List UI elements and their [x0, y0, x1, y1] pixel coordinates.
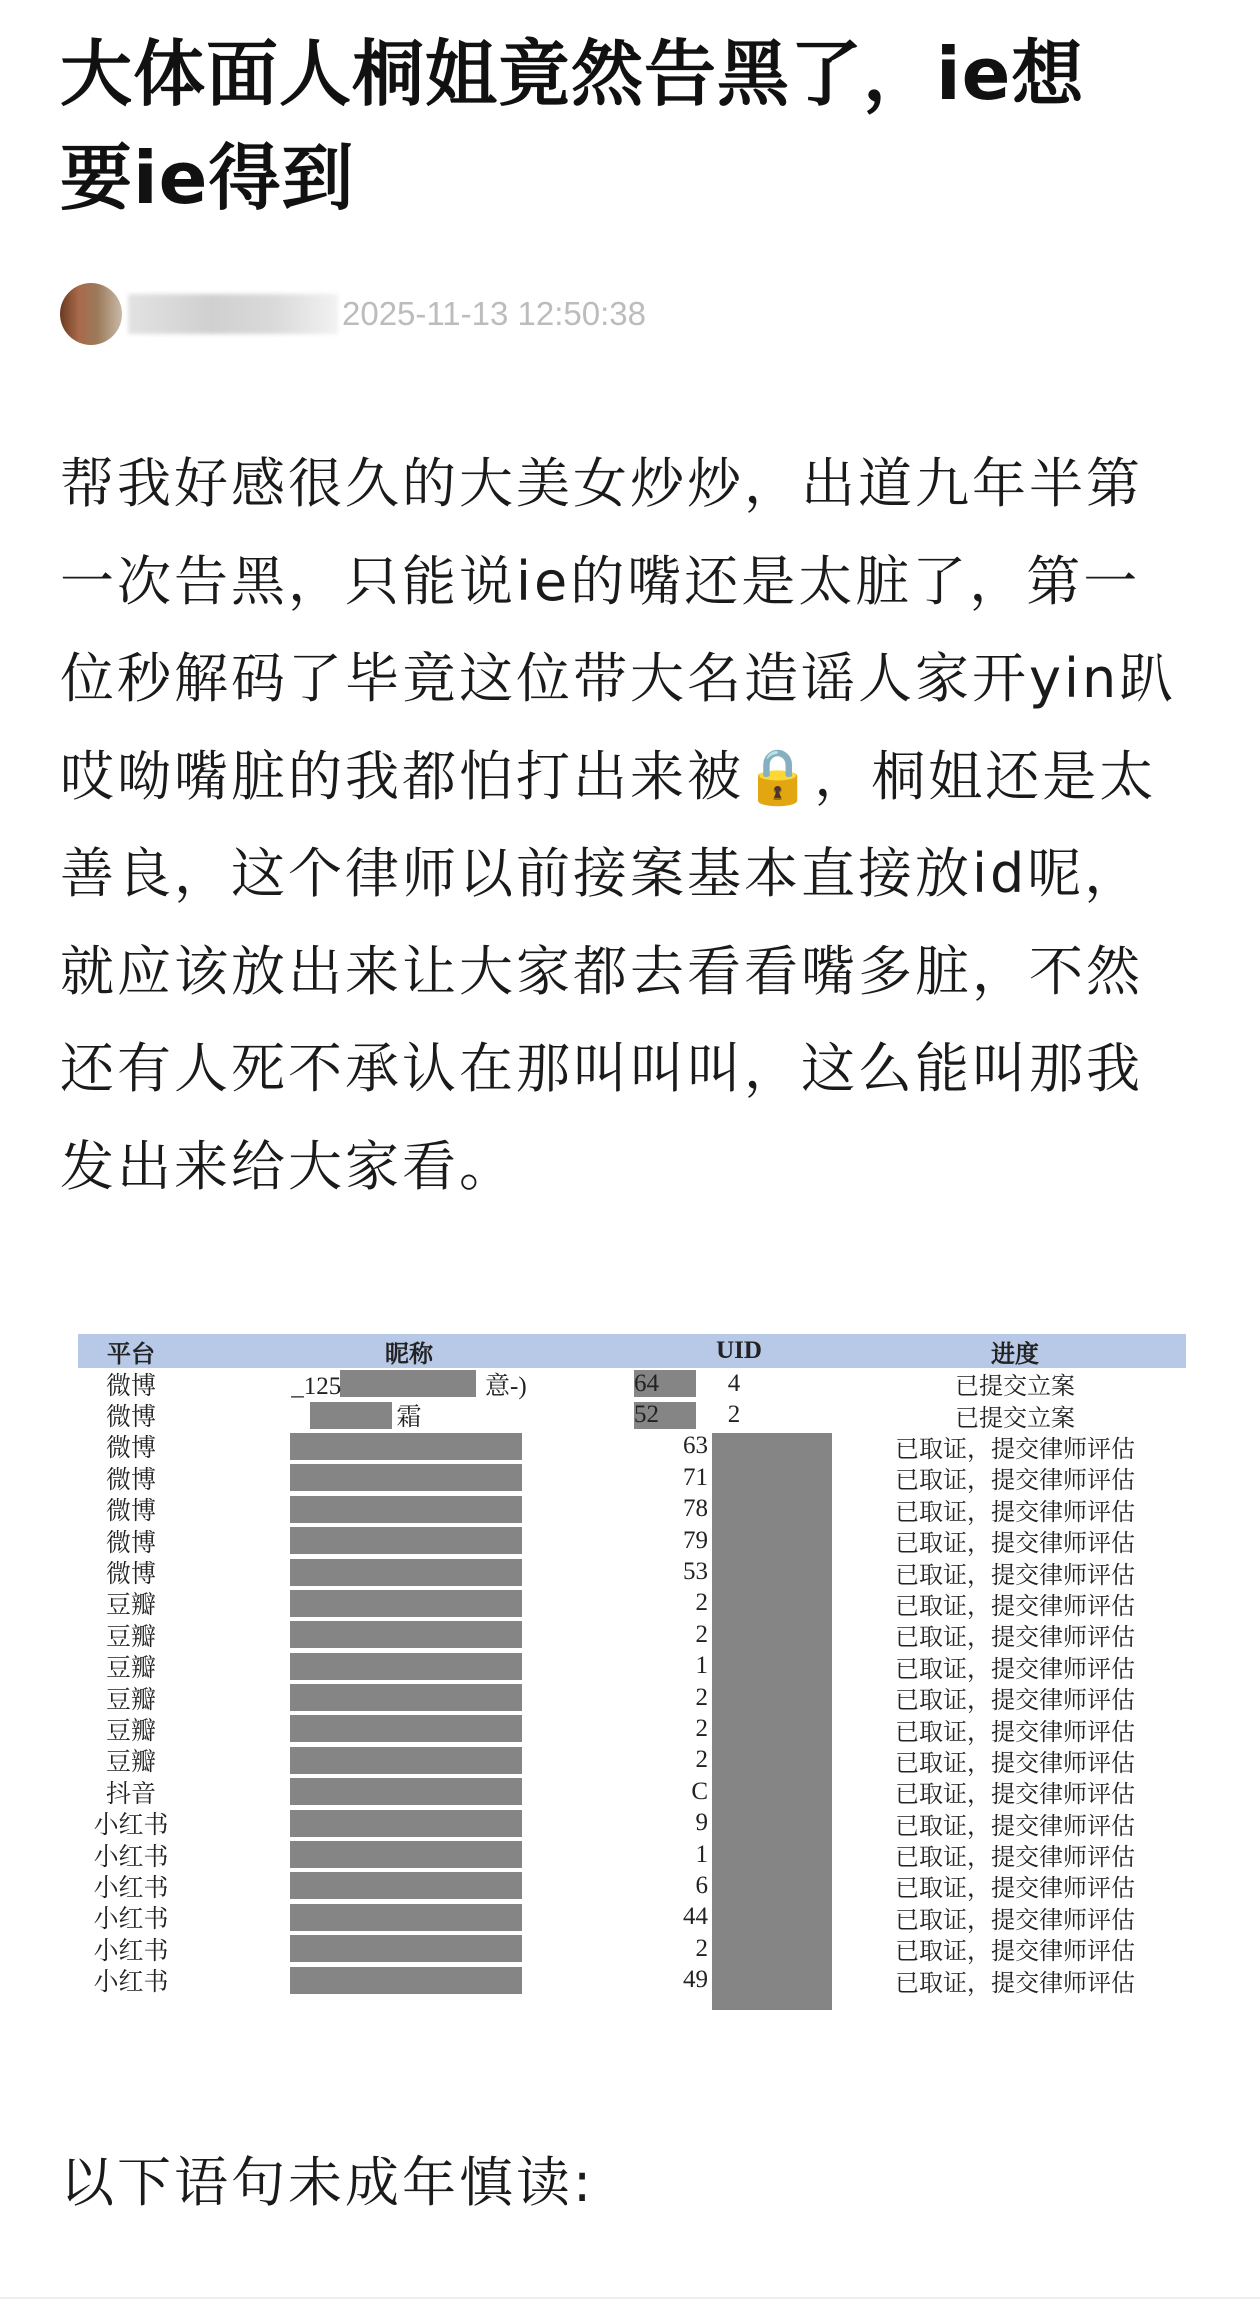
cell-uid: 44	[683, 1903, 708, 1931]
body-line: 善良，这个律师以前接案基本直接放id呢，	[60, 842, 1142, 905]
header-nickname: 昵称	[385, 1339, 433, 1368]
cell-platform: 小红书	[93, 1906, 169, 1934]
post-body	[60, 435, 1220, 1215]
table-row	[78, 1839, 1186, 1870]
table-row	[78, 1745, 1186, 1776]
nickname-redaction	[290, 1778, 522, 1805]
cell-platform: 小红书	[93, 1969, 169, 1997]
cell-platform: 小红书	[93, 1812, 169, 1840]
body-line: 发出来给大家看。	[60, 1134, 516, 1198]
nickname-redaction	[290, 1433, 522, 1460]
nickname-redaction	[290, 1715, 522, 1742]
table-row	[78, 1494, 1186, 1525]
cell-platform: 豆瓣	[105, 1749, 156, 1777]
cell-progress: 已取证，提交律师评估	[895, 1591, 1135, 1620]
body-line: 就应该放出来让大家都去看看嘴多脏，不然	[60, 939, 1143, 1003]
cell-progress: 已取证，提交律师评估	[895, 1623, 1135, 1652]
cell-platform: 豆瓣	[105, 1592, 156, 1620]
body-line: 哎呦嘴脏的我都怕打出来被🔒，桐姐还是太	[60, 744, 1157, 808]
nickname-redaction	[290, 1653, 522, 1680]
nickname-redaction	[290, 1841, 522, 1868]
cell-progress: 已取证，提交律师评估	[895, 1905, 1135, 1934]
cell-platform: 小红书	[93, 1843, 169, 1871]
nickname-redaction	[290, 1967, 522, 1994]
table-row	[78, 1525, 1186, 1556]
cell-progress: 已取证，提交律师评估	[895, 1686, 1135, 1715]
post-timestamp: 2025-11-13 12:50:38	[342, 295, 646, 332]
cell-uid: 64 4	[634, 1369, 741, 1397]
table-row	[78, 1368, 1186, 1399]
cell-platform: 微博	[105, 1372, 156, 1400]
nickname-redaction	[290, 1684, 522, 1711]
cell-progress: 已取证，提交律师评估	[895, 1780, 1135, 1809]
cell-uid: 53	[683, 1558, 708, 1586]
table-row	[78, 1870, 1186, 1901]
cell-uid: 2	[695, 1589, 708, 1617]
table-row	[78, 1713, 1186, 1744]
nickname-redaction	[290, 1464, 522, 1491]
title-line: 大体面人桐姐竟然告黑了，ie想	[60, 32, 1085, 116]
cell-platform: 微博	[105, 1498, 156, 1526]
cell-progress: 已取证，提交律师评估	[895, 1529, 1135, 1558]
cell-uid: 2	[695, 1714, 708, 1742]
nickname-redaction	[290, 1590, 522, 1617]
cell-platform: 豆瓣	[105, 1686, 156, 1714]
cell-uid: 2	[695, 1746, 708, 1774]
table-row	[78, 1776, 1186, 1807]
title-line: 要ie得到	[60, 136, 355, 220]
body-line: 还有人死不承认在那叫叫叫，这么能叫那我	[60, 1037, 1143, 1100]
cell-platform: 小红书	[93, 1937, 169, 1965]
table-row	[78, 1682, 1186, 1713]
cell-uid: 63	[683, 1432, 708, 1460]
table-row	[78, 1933, 1186, 1964]
divider	[0, 2297, 1260, 2299]
avatar[interactable]	[60, 283, 122, 345]
table-row	[78, 1399, 1186, 1430]
post-title	[60, 22, 1220, 230]
cell-progress: 已取证，提交律师评估	[895, 1434, 1135, 1463]
table-header	[78, 1334, 1186, 1368]
cell-platform: 小红书	[93, 1874, 169, 1902]
table-row	[78, 1651, 1186, 1682]
cell-uid: 49	[683, 1966, 708, 1994]
cell-platform: 微博	[105, 1435, 156, 1463]
table-row	[78, 1431, 1186, 1462]
table-row	[78, 1807, 1186, 1838]
nickname-redaction	[290, 1935, 522, 1962]
cell-nickname: _125 意-)	[291, 1372, 527, 1400]
cell-uid: C	[691, 1777, 708, 1805]
cell-progress: 已取证，提交律师评估	[895, 1843, 1135, 1872]
cell-progress: 已提交立案	[955, 1403, 1075, 1432]
cell-platform: 微博	[105, 1404, 156, 1432]
nickname-redaction	[290, 1747, 522, 1774]
table-row	[78, 1588, 1186, 1619]
nickname-redaction	[290, 1810, 522, 1837]
header-platform: 平台	[107, 1339, 155, 1368]
table-row	[78, 1902, 1186, 1933]
table-row	[78, 1556, 1186, 1587]
cell-uid: 2	[695, 1620, 708, 1648]
header-uid: UID	[716, 1337, 762, 1364]
cell-progress: 已取证，提交律师评估	[895, 1717, 1135, 1746]
cell-progress: 已取证，提交律师评估	[895, 1874, 1135, 1903]
cell-platform: 豆瓣	[105, 1623, 156, 1651]
cell-uid: 1	[695, 1652, 708, 1680]
cell-progress: 已取证，提交律师评估	[895, 1811, 1135, 1840]
nickname-redaction	[290, 1527, 522, 1554]
cell-progress: 已取证，提交律师评估	[895, 1748, 1135, 1777]
nickname-redaction	[290, 1559, 522, 1586]
cell-progress: 已取证，提交律师评估	[895, 1560, 1135, 1589]
cell-progress: 已取证，提交律师评估	[895, 1497, 1135, 1526]
cell-progress: 已取证，提交律师评估	[895, 1466, 1135, 1495]
cell-platform: 微博	[105, 1466, 156, 1494]
cell-platform: 豆瓣	[105, 1718, 156, 1745]
cell-uid: 79	[683, 1526, 708, 1554]
cell-uid: 2	[695, 1934, 708, 1962]
cell-platform: 微博	[105, 1529, 156, 1557]
cell-progress: 已取证，提交律师评估	[895, 1968, 1135, 1997]
cell-uid: 1	[695, 1840, 708, 1868]
warning-text: 以下语句未成年慎读:	[60, 2151, 595, 2214]
nickname-redaction	[290, 1872, 522, 1899]
cell-platform: 抖音	[105, 1780, 156, 1808]
nickname-redaction	[290, 1621, 522, 1648]
cell-uid: 71	[683, 1463, 708, 1491]
nickname-redaction	[290, 1904, 522, 1931]
cell-progress: 已提交立案	[955, 1372, 1075, 1401]
author-name-blurred[interactable]	[128, 294, 338, 334]
post-meta	[60, 282, 646, 346]
body-line: 一次告黑，只能说ie的嘴还是太脏了，第一	[60, 549, 1141, 613]
cell-progress: 已取证，提交律师评估	[895, 1654, 1135, 1683]
report-table-image[interactable]	[78, 1334, 1186, 1996]
table-row	[78, 1964, 1186, 1995]
nickname-redaction	[290, 1496, 522, 1523]
header-progress: 进度	[991, 1339, 1039, 1368]
cell-uid: 78	[683, 1495, 708, 1523]
table-row	[78, 1462, 1186, 1493]
cell-uid: 9	[695, 1809, 708, 1837]
cell-nickname: 霜	[396, 1404, 422, 1432]
body-line: 位秒解码了毕竟这位带大名造谣人家开yin趴	[60, 647, 1177, 710]
cell-progress: 已取证，提交律师评估	[895, 1937, 1135, 1966]
cell-platform: 微博	[105, 1561, 156, 1589]
cell-uid: 6	[695, 1871, 708, 1899]
table-row	[78, 1619, 1186, 1650]
body-line: 帮我好感很久的大美女炒炒，出道九年半第	[60, 452, 1143, 515]
cell-uid: 52 2	[634, 1401, 741, 1429]
cell-uid: 2	[695, 1683, 708, 1711]
cell-platform: 豆瓣	[105, 1655, 156, 1683]
